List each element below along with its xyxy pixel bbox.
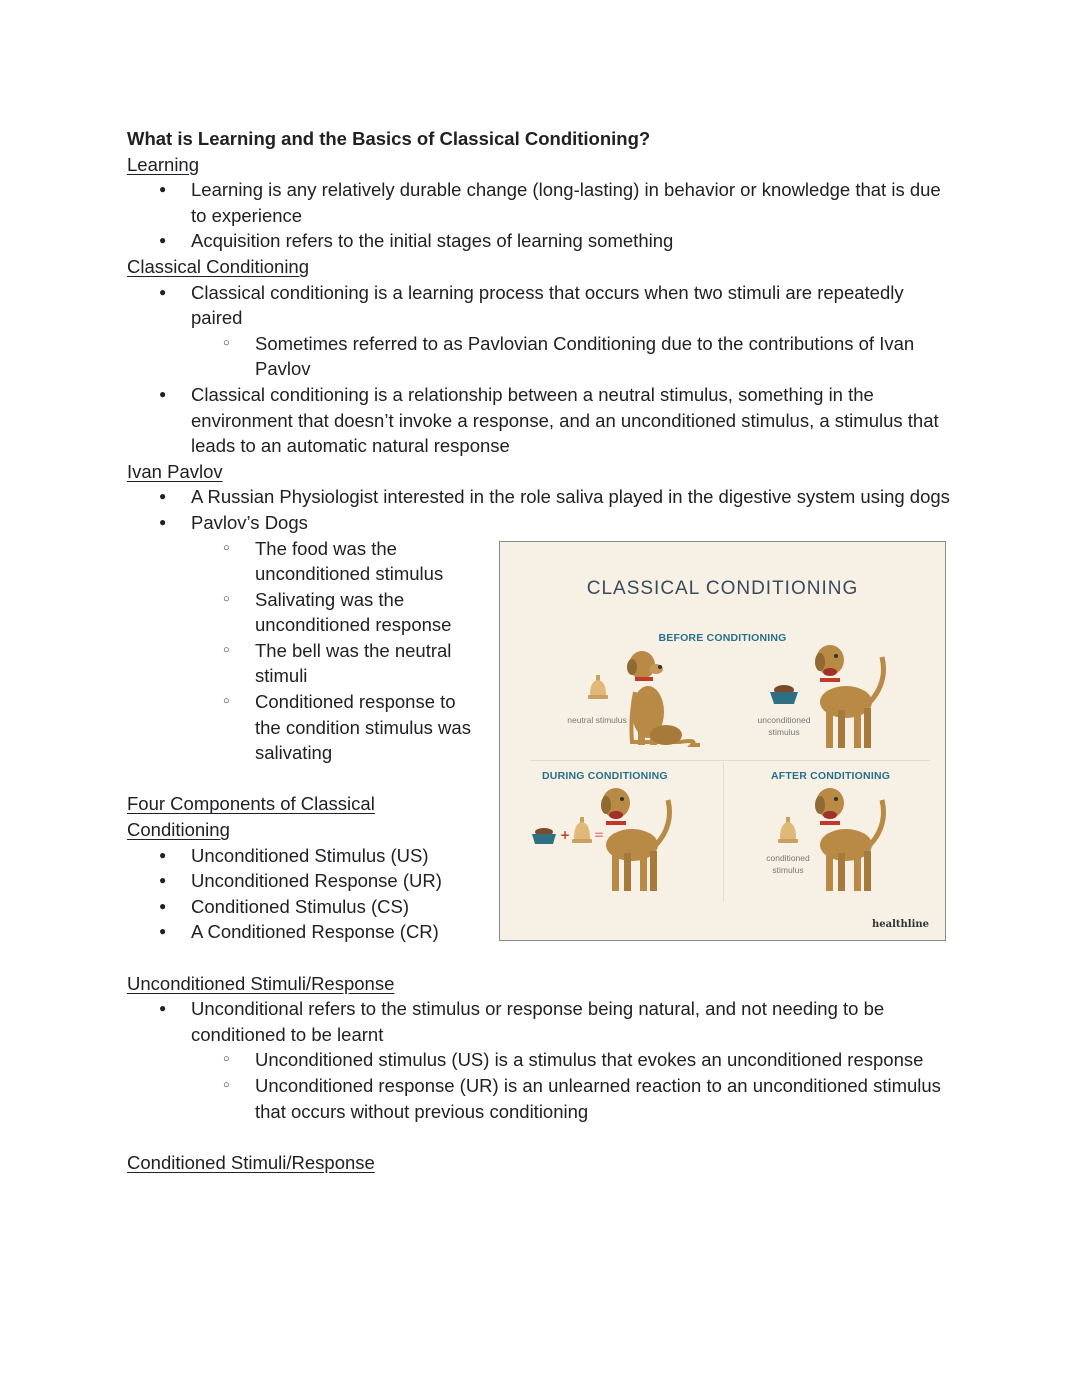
list-item: ● Acquisition refers to the initial stages of learning something <box>127 228 957 254</box>
list-item: ● Unconditioned Response (UR) <box>127 868 957 894</box>
food-bowl-icon <box>532 828 556 844</box>
list-item: ● Classical conditioning is a relationship between a neutral stimulus, something in the environment that doesn’t invoke a response, and an unconditioned stimulus, a stimulus that leads to an automatic natural response <box>127 382 957 459</box>
classical-list <box>127 280 957 459</box>
list-item: ● Learning is any relatively durable change (long-lasting) in behavior or knowledge that is due to experience <box>127 177 957 228</box>
figure-title: CLASSICAL CONDITIONING <box>586 578 859 599</box>
bell-icon <box>588 675 608 699</box>
bell-icon <box>778 817 798 843</box>
sub-list-item: ○ The food was the unconditioned stimulus <box>191 536 481 587</box>
bell-and-sitting-dog-illustration <box>580 647 710 752</box>
heading-conditioned: Conditioned Stimuli/Response <box>127 1151 375 1173</box>
sub-list-item: ○ Salivating was the unconditioned response <box>191 587 481 638</box>
before-conditioning-label: BEFORE CONDITIONING <box>658 632 787 644</box>
heading-classical-conditioning: Classical Conditioning <box>127 255 310 277</box>
heading-ivan-pavlov: Ivan Pavlov <box>127 460 223 482</box>
pairing-illustration <box>528 787 688 897</box>
list-item: ● Conditioned Stimulus (CS) <box>127 894 957 920</box>
unconditioned-sublist <box>191 1047 957 1124</box>
list-item-text: Classical conditioning is a learning process that occurs when two stimuli are repeatedly paired <box>191 281 904 329</box>
svg-text:=: = <box>594 828 605 842</box>
sub-list-item: ○ The bell was the neutral stimuli <box>191 638 481 689</box>
neutral-stimulus-label: neutral stimulus <box>567 715 627 725</box>
unconditioned-stimulus-label: unconditioned stimulus <box>757 715 811 737</box>
document-title: What is Learning and the Basics of Classical Conditioning? <box>127 128 651 149</box>
list-item-text: Pavlov’s Dogs <box>191 511 308 533</box>
classical-sublist <box>191 331 957 382</box>
healthline-logo: healthline <box>871 919 929 930</box>
sub-list-item: ○ Unconditioned response (UR) is an unlearned reaction to an unconditioned stimulus that occurs without previous conditioning <box>191 1073 957 1124</box>
list-item <box>127 996 957 1124</box>
after-conditioning-label: AFTER CONDITIONING <box>771 770 891 782</box>
list-item-text: Unconditional refers to the stimulus or response being natural, and not needing to be conditioned to be learnt <box>191 998 885 1045</box>
sub-list-item: ○ Unconditioned stimulus (US) is a stimulus that evokes an unconditioned response <box>191 1047 957 1073</box>
sitting-dog-icon <box>627 651 700 745</box>
food-bowl-icon <box>770 685 798 704</box>
pavlov-sublist <box>191 536 481 766</box>
unconditioned-list <box>127 996 957 1124</box>
svg-text:+: + <box>560 828 571 842</box>
during-conditioning-label: DURING CONDITIONING <box>542 770 668 782</box>
standing-dog-icon <box>815 645 884 748</box>
sub-list-item: ○ Conditioned response to the condition stimulus was salivating <box>191 689 481 766</box>
list-item: ● Unconditioned Stimulus (US) <box>127 843 957 869</box>
classical-conditioning-figure <box>499 541 946 941</box>
list-item: ● A Conditioned Response (CR) <box>127 919 957 945</box>
heading-unconditioned: Unconditioned Stimuli/Response <box>127 972 395 994</box>
learning-list <box>127 177 957 254</box>
standing-dog-icon <box>601 788 670 891</box>
bell-icon <box>572 817 592 843</box>
list-item <box>127 280 957 382</box>
sub-list-item: ○ Sometimes referred to as Pavlovian Conditioning due to the contributions of Ivan Pavlov <box>191 331 957 382</box>
heading-learning: Learning <box>127 153 200 175</box>
conditioned-stimulus-label: conditioned stimulus <box>766 853 810 875</box>
heading-four-components: Four Components of Classical Conditioning <box>127 793 375 841</box>
list-item: ● A Russian Physiologist interested in the role saliva played in the digestive system using dogs <box>127 484 957 510</box>
standing-dog-icon <box>815 788 884 891</box>
bell-and-dog-after-illustration <box>760 787 900 897</box>
